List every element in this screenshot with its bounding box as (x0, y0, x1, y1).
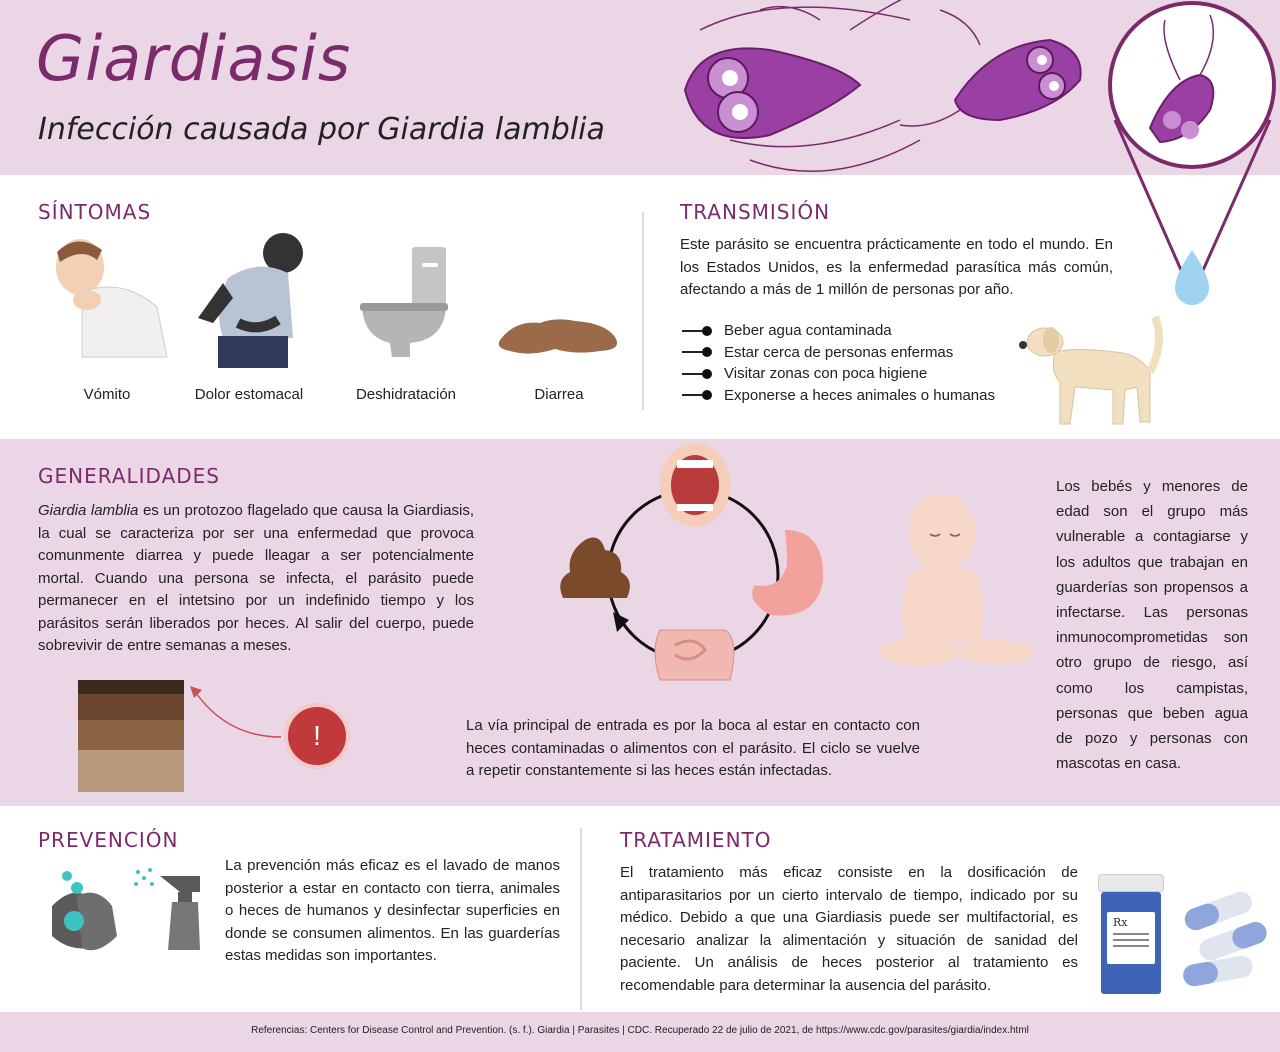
vomiting-person-icon (42, 232, 172, 362)
transmission-text: Este parásito se encuentra prácticamente en todo el mundo. En los Estados Unidos, es la enfermedad parasítica más común, afectando a más de 1 millón de personas por año. (680, 236, 1113, 298)
intestine-icon (655, 630, 734, 680)
diarrhea-puddle-icon (495, 315, 625, 360)
symptoms-heading: SÍNTOMAS (38, 200, 152, 224)
overview-text: Giardia lamblia es un protozoo flagelado que causa la Giardiasis, la cual se caracteriza por ser una enfermedad que provoca comunmente diarrea y puede lleagar a ser potencialmente mortal. Cuando una persona se infecta, el parásito puede permanecer en el intetsino por un indefinido tiempo y los parásitos serán liberados por heces. Al salir del cuerpo, puede sobrevivir de entre semanas a meses. (38, 502, 474, 654)
treatment-text: El tratamiento más eficaz consiste en la dosificación de antiparasitarios por un cierto intervalo de tiempo, indicado por su médico. Debido a que una Giardiasis puede ser multifactorial, es necesario analizar la alimentación y situación de sanidad del paciente. Un análisis de heces posterior al tratamiento es recomendable para determinar la ausencia del parásito. (620, 864, 1078, 994)
infection-cycle-diagram (555, 440, 845, 700)
page-subtitle: Infección causada por Giardia lamblia (38, 112, 605, 147)
prevention-text: La prevención más eficaz es el lavado de manos posterior a estar en contacto con tierra, animales o heces de humanos y desinfectar superficies en donde se consumen alimentos. En las guarderías estas medidas son importantes. (225, 857, 560, 964)
treatment-heading: TRATAMIENTO (620, 828, 772, 852)
symptom-label: Dolor estomacal (194, 386, 304, 403)
stomach-icon (752, 530, 823, 616)
reference-text: Referencias: Centers for Disease Control and Prevention. (s. f.). Giardia | Parasites | CDC. Recuperado 22 de julio de 2021, de https://www.cdc.gov/parasites/giardia/index.html (251, 1025, 1029, 1036)
giardia-parasite-icon (685, 48, 860, 138)
open-mouth-icon (660, 443, 730, 527)
pill-bottle-icon (1098, 874, 1164, 994)
list-item: Exponerse a heces animales o humanas (682, 385, 995, 407)
rx-label: Rx (1113, 916, 1128, 929)
list-item: Estar cerca de personas enfermas (682, 342, 995, 364)
arrow-bullet-icon (682, 369, 712, 379)
risk-text: Los bebés y menores de edad son el grupo más vulnerable a contagiarse y los adultos que trabajan en guarderías son propensos a infectarse. Las personas inmunocomprometidas son otro grupo de riesgo, así como los campistas, personas que beben agua de pozo y personas con mascotas en casa. (1056, 478, 1248, 773)
arrow-bullet-icon (682, 326, 712, 336)
symptom-label: Vómito (83, 386, 131, 403)
handwashing-icon (42, 866, 122, 956)
stomach-pain-person-icon (188, 228, 318, 368)
transmission-heading: TRANSMISIÓN (680, 200, 831, 224)
giardia-parasite-icon (900, 10, 1081, 126)
section-divider (580, 828, 582, 1010)
cycle-text: La vía principal de entrada es por la boca al estar en contacto con heces contaminadas o alimentos con el parásito. El ciclo se vuelve a repetir constantemente si las heces están infectadas. (466, 717, 920, 779)
arrow-bullet-icon (682, 390, 712, 400)
symptom-label: Diarrea (534, 386, 584, 403)
magnifier-icon (1110, 3, 1274, 305)
dog-icon (1015, 312, 1165, 430)
spray-bottle-icon (130, 864, 205, 954)
species-name: Giardia lamblia (38, 502, 139, 519)
baby-icon (880, 492, 1035, 672)
list-item: Beber agua contaminada (682, 320, 995, 342)
list-item: Visitar zonas con poca higiene (682, 363, 995, 385)
soil-layers-icon (78, 680, 184, 792)
arrow-bullet-icon (682, 347, 712, 357)
prevention-heading: PREVENCIÓN (38, 828, 179, 852)
stool-icon (560, 538, 630, 598)
toilet-icon (360, 245, 450, 365)
overview-heading: GENERALIDADES (38, 464, 221, 488)
alert-badge: ! (284, 703, 350, 769)
symptom-label: Deshidratación (355, 386, 457, 403)
section-divider (642, 212, 644, 410)
capsules-icon (1178, 890, 1273, 990)
arrow-icon (186, 682, 286, 742)
page-title: Giardiasis (36, 22, 352, 95)
transmission-list (682, 320, 995, 406)
